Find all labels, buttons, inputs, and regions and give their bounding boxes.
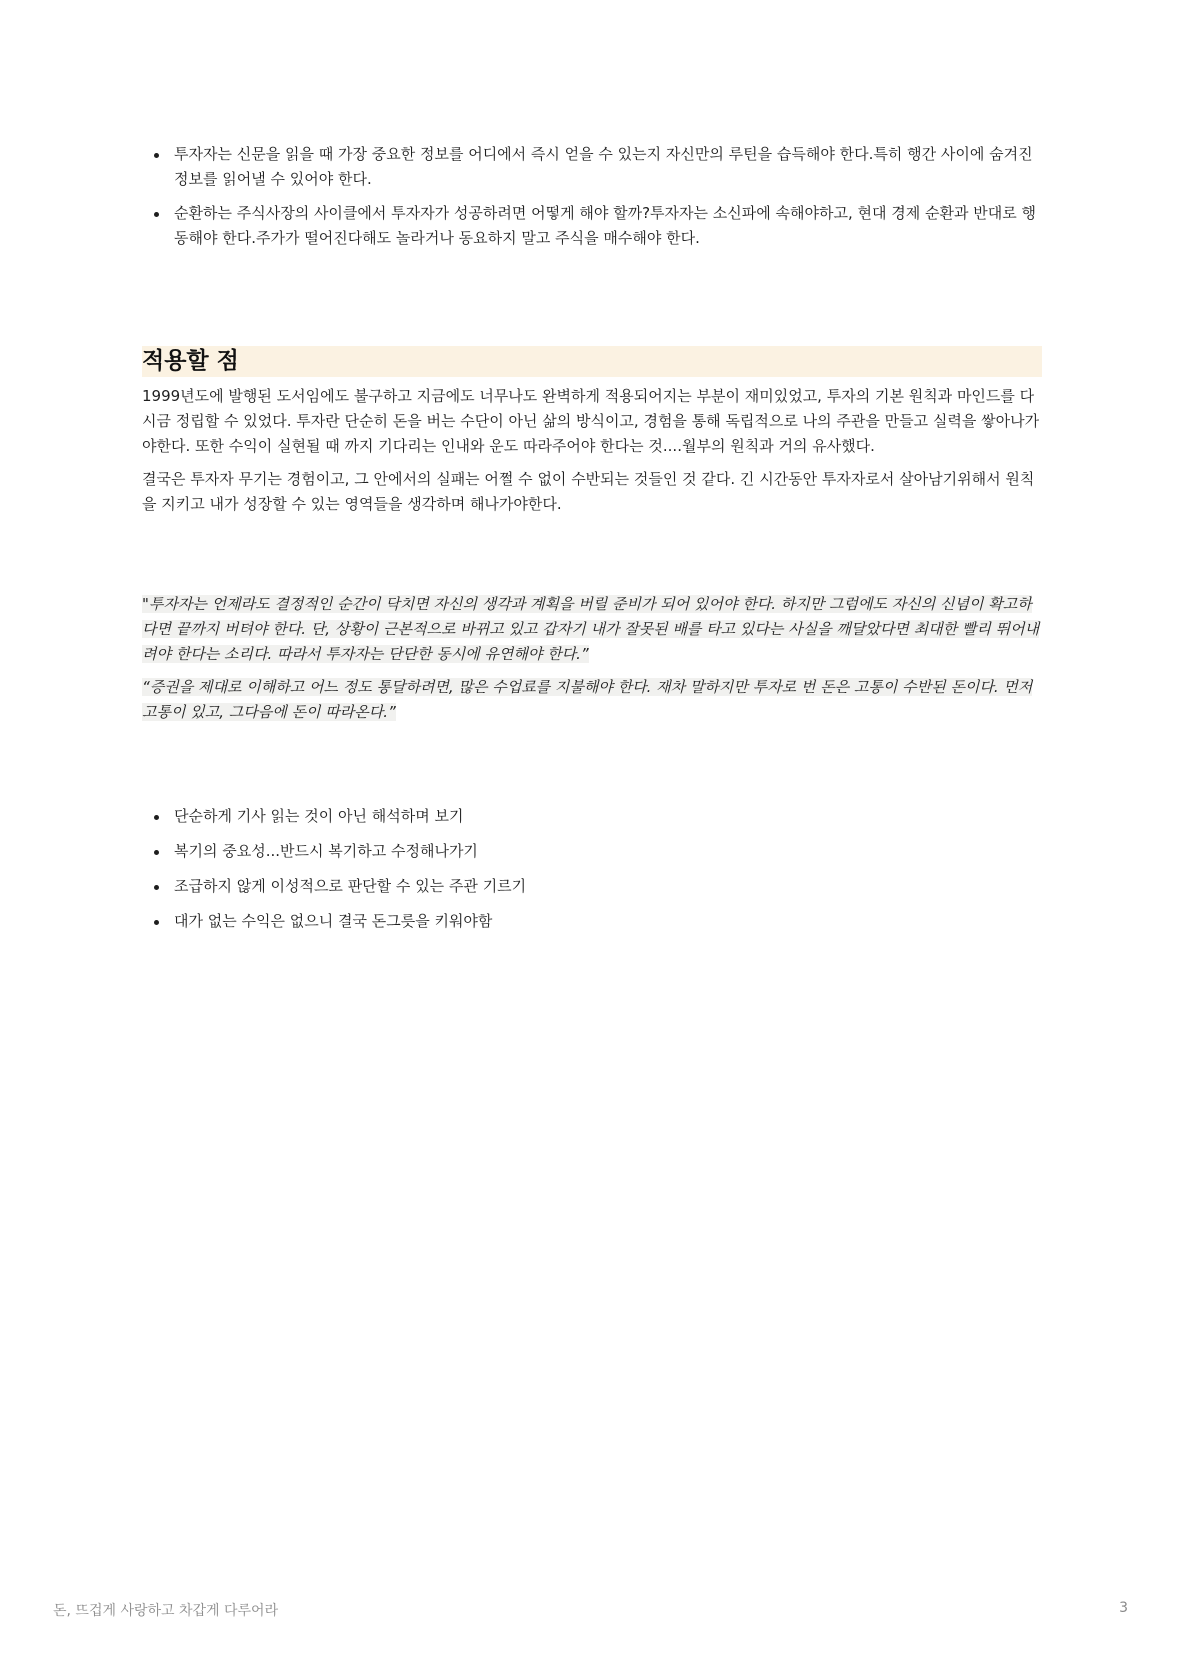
quote-text: "투자자는 언제라도 결정적인 순간이 닥치면 자신의 생각과 계획을 버릴 준비가 되어 있어야 한다. 하지만 그럼에도 자신의 신념이 확고하다면 끝까지 버텨야 한다. 단, 상황이 근본적으로 바뀌고 있고 갑자기 내가 잘못된 배를 타고 있다는 사실을 깨달았다면 최대한 빨리 뛰어내려야 한다는 소리다. 따라서 투자자는 단단한 동시에 유연해야 한다.”: [142, 595, 1040, 663]
list-item: 대가 없는 수익은 없으니 결국 돈그릇을 키워야함: [142, 909, 1042, 934]
footer-title: 돈, 뜨겁게 사랑하고 차갑게 다루어라: [53, 1603, 279, 1619]
list-item: 조급하지 않게 이성적으로 판단할 수 있는 주관 기르기: [142, 874, 1042, 899]
list-item: 복기의 중요성...반드시 복기하고 수정해나가기: [142, 839, 1042, 864]
list-item: 단순하게 기사 읽는 것이 아닌 해석하며 보기: [142, 804, 1042, 829]
takeaway-bullet-list: [142, 804, 1042, 944]
quote: [142, 592, 1042, 667]
section-body: [142, 384, 1042, 525]
quote-text: “증권을 제대로 이해하고 어느 정도 통달하려면, 많은 수업료를 지불해야 한다. 재차 말하지만 투자로 번 돈은 고통이 수반된 돈이다. 먼저 고통이 있고, 그다음에 돈이 따라온다.”: [142, 678, 1033, 721]
list-item: 순환하는 주식사장의 사이클에서 투자자가 성공하려면 어떻게 해야 할까?투자자는 소신파에 속해야하고, 현대 경제 순환과 반대로 행동해야 한다.주가가 떨어진다해도 놀라거나 동요하지 말고 주식을 매수해야 한다.: [142, 201, 1042, 251]
quote-block: [142, 592, 1042, 733]
top-bullet-list: [142, 142, 1042, 260]
quote: [142, 675, 1042, 725]
paragraph: 1999년도에 발행된 도서임에도 불구하고 지금에도 너무나도 완벽하게 적용되어지는 부분이 재미있었고, 투자의 기본 원칙과 마인드를 다시금 정립할 수 있었다. 투자란 단순히 돈을 버는 수단이 아닌 삶의 방식이고, 경험을 통해 독립적으로 나의 주관을 만들고 실력을 쌓아나가야한다. 또한 수익이 실현될 때 까지 기다리는 인내와 운도 따라주어야 한다는 것....월부의 원칙과 거의 유사했다.: [142, 387, 1040, 455]
page-number: 3: [1119, 1600, 1128, 1616]
section-heading: 적용할 점: [142, 346, 1042, 377]
paragraph: 결국은 투자자 무기는 경험이고, 그 안에서의 실패는 어쩔 수 없이 수반되는 것들인 것 같다. 긴 시간동안 투자자로서 살아남기위해서 원칙을 지키고 내가 성장할 수 있는 영역들을 생각하며 해나가야한다.: [142, 470, 1035, 513]
list-item: 투자자는 신문을 읽을 때 가장 중요한 정보를 어디에서 즉시 얻을 수 있는지 자신만의 루틴을 습득해야 한다.특히 행간 사이에 숨겨진 정보를 읽어낼 수 있어야 한다.: [142, 142, 1042, 192]
